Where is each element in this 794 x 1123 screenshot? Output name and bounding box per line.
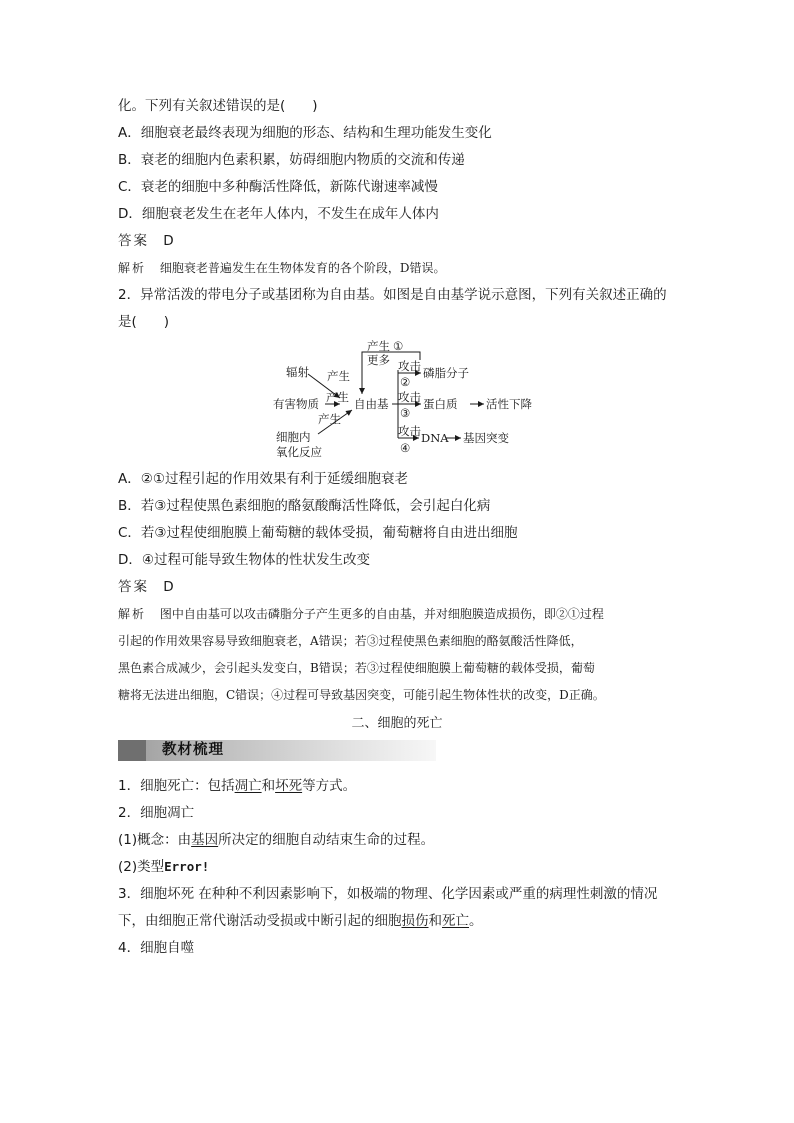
- dna-result: 基因突变: [463, 431, 509, 445]
- feedback-produce: 产生: [367, 339, 390, 353]
- q1-analysis: 细胞衰老普遍发生在生物体发育的各个阶段，D错误。: [159, 261, 446, 275]
- feedback-number: ①: [393, 339, 404, 353]
- knowledge-4: 4．细胞自噬: [118, 940, 195, 956]
- q2-analysis-label: 解析: [118, 607, 147, 621]
- feedback-more: 更多: [367, 353, 390, 367]
- target-protein: 蛋白质: [423, 397, 458, 411]
- k1-text-post: 等方式。: [302, 778, 357, 794]
- knowledge-2-2: [118, 857, 209, 877]
- q2-analysis-line1: [118, 604, 604, 624]
- feedback-loop-line: [362, 352, 420, 394]
- k2-1-text-pre: (1)概念：由: [118, 832, 192, 848]
- produce-label-1: 产生: [327, 369, 350, 383]
- k1-blank-apoptosis: 凋亡: [234, 778, 262, 794]
- source-oxidation: 氧化反应: [276, 445, 322, 459]
- source-cell: 细胞内: [276, 430, 311, 444]
- q1-answer-row: [118, 231, 174, 251]
- k2-2-error-text: Error!: [164, 859, 210, 874]
- q2-option-d: D．④过程可能导致生物体的性状发生改变: [118, 552, 370, 568]
- target-dna: DNA: [421, 431, 449, 445]
- q1-option-b: B．衰老的细胞内色素积累，妨碍细胞内物质的交流和传递: [118, 152, 465, 168]
- source-harmful: 有害物质: [273, 397, 319, 411]
- k2-1-text-post: 所决定的细胞自动结束生命的过程。: [218, 832, 435, 848]
- k3-blank-damage: 损伤: [401, 913, 429, 929]
- q1-answer: D: [163, 233, 174, 249]
- q2-analysis-line4: 糖将无法进出细胞，C错误；④过程可导致基因突变，可能引起生物体性状的改变，D正确。: [118, 688, 605, 702]
- k2-1-blank-gene: 基因: [191, 832, 219, 848]
- q1-stem-tail: 化。下列有关叙述错误的是( ): [118, 98, 318, 114]
- knowledge-3-line1: 3．细胞坏死 在种种不利因素影响下，如极端的物理、化学因素或严重的病理性刺激的情况: [118, 886, 658, 902]
- attack-label-2: 攻击: [398, 390, 421, 404]
- k1-blank-necrosis: 坏死: [275, 778, 303, 794]
- step-3-number: ③: [400, 406, 411, 420]
- step-2-number: ②: [400, 375, 411, 389]
- q2-analysis-text-1: 图中自由基可以攻击磷脂分子产生更多的自由基，并对细胞膜造成损伤，即②①过程: [159, 607, 604, 621]
- q1-analysis-label: 解析: [118, 261, 147, 275]
- q1-answer-label: 答案: [118, 233, 149, 249]
- free-radical-node: 自由基: [354, 397, 389, 411]
- q2-stem-line1: 2．异常活泼的带电分子或基团称为自由基。如图是自由基学说示意图，下列有关叙述正确的: [118, 287, 667, 303]
- attack-label-1: 攻击: [398, 359, 421, 373]
- produce-label-3: 产生: [318, 412, 341, 426]
- q2-answer-label: 答案: [118, 579, 149, 595]
- k3-text-post: 。: [469, 913, 483, 929]
- target-lipid: 磷脂分子: [423, 366, 469, 380]
- q2-answer-row: [118, 577, 174, 597]
- section-banner: [118, 740, 436, 761]
- q1-option-d: D．细胞衰老发生在老年人体内，不发生在成年人体内: [118, 206, 439, 222]
- knowledge-2-1: [118, 830, 434, 850]
- attack-label-3: 攻击: [398, 424, 421, 438]
- step-4-number: ④: [400, 441, 411, 455]
- protein-result: 活性下降: [486, 397, 532, 411]
- q2-option-c: C．若③过程使细胞膜上葡萄糖的载体受损，葡萄糖将自由进出细胞: [118, 525, 518, 541]
- arrow-radiation: [308, 374, 340, 398]
- section-title: 二、细胞的死亡: [351, 716, 443, 731]
- arrow-oxidation: [318, 410, 352, 434]
- k3-text-pre: 下，由细胞正常代谢活动受损或中断引起的细胞: [118, 913, 402, 929]
- banner-marker: [118, 740, 146, 761]
- source-radiation: 辐射: [286, 365, 309, 379]
- k3-blank-death: 死亡: [442, 913, 469, 929]
- q2-analysis-line3: 黑色素合成减少，会引起头发变白，B错误；若③过程使细胞膜上葡萄糖的载体受损，葡萄: [118, 661, 595, 675]
- q2-option-b: B．若③过程使黑色素细胞的酪氨酸酶活性降低，会引起白化病: [118, 498, 491, 514]
- q2-analysis-line2: 引起的作用效果容易导致细胞衰老，A错误；若③过程使黑色素细胞的酪氨酸活性降低，: [118, 634, 583, 648]
- knowledge-1: [118, 776, 356, 796]
- banner-title: 教材梳理: [162, 742, 224, 758]
- q1-option-c: C．衰老的细胞中多种酶活性降低，新陈代谢速率减慢: [118, 179, 438, 195]
- q1-option-a: A．细胞衰老最终表现为细胞的形态、结构和生理功能发生变化: [118, 125, 492, 141]
- knowledge-2: 2．细胞凋亡: [118, 805, 195, 821]
- q2-stem-line2: 是( ): [118, 314, 170, 330]
- k1-text-pre: 1．细胞死亡：包括: [118, 778, 235, 794]
- q2-answer: D: [163, 579, 174, 595]
- k2-2-text-pre: (2)类型: [118, 859, 165, 875]
- q2-option-a: A．②①过程引起的作用效果有利于延缓细胞衰老: [118, 471, 408, 487]
- q1-analysis-row: [118, 258, 445, 278]
- knowledge-3-line2: [118, 911, 483, 931]
- k3-text-mid: 和: [428, 913, 442, 929]
- produce-label-2: 产生: [326, 390, 349, 404]
- k1-text-mid: 和: [261, 778, 276, 794]
